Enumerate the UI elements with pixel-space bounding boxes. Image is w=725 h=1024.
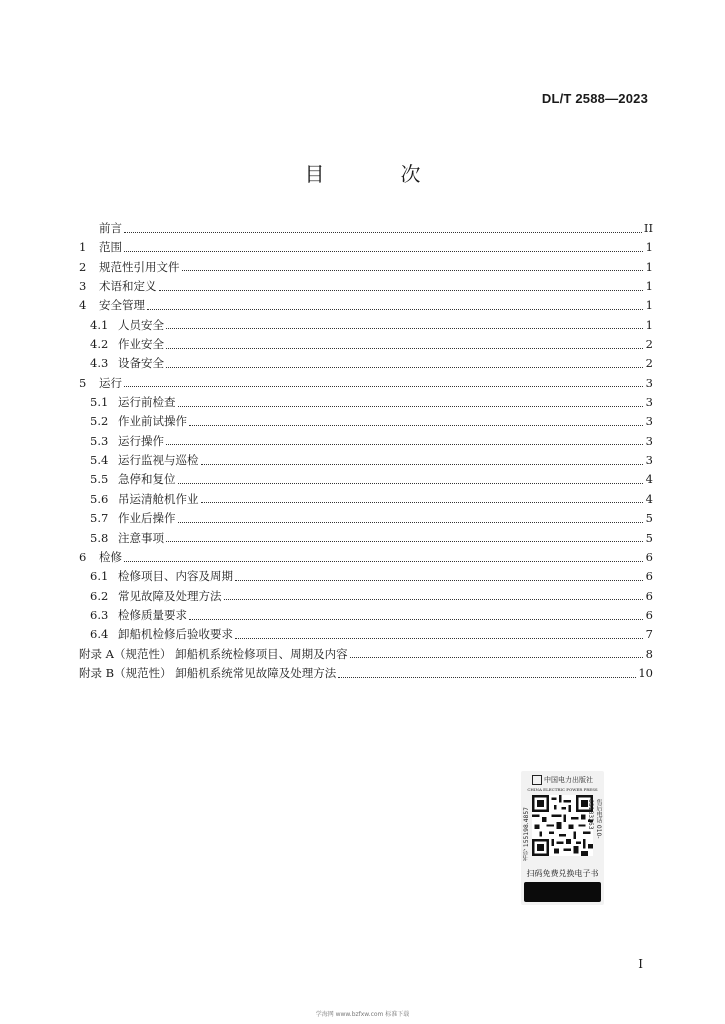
standard-code: DL/T 2588—2023 [541,91,648,106]
toc-entry-label: 检修项目、内容及周期 [118,569,233,584]
toc-entry-label: 注意事项 [118,530,164,545]
toc-entry[interactable] [79,277,653,296]
page-title: 目 次 [304,162,449,186]
toc-leader-dots [166,319,643,329]
toc-entry-label: 规范性引用文件 [99,259,180,274]
toc-entry-number: 6.3 [90,607,109,622]
toc-entry-label: 检修质量要求 [118,607,187,622]
toc-entry[interactable] [79,509,653,528]
toc-entry[interactable] [79,548,653,567]
redacted-code [524,882,601,902]
toc-entry-number: 5.2 [90,414,109,429]
toc-leader-dots [178,474,644,484]
toc-leader-dots [235,571,643,581]
toc-entry-number: 5.3 [90,433,109,448]
toc-entry[interactable] [79,645,653,664]
toc-entry-page: 1 [645,240,653,255]
toc-entry[interactable] [79,393,653,412]
toc-entry-label: 运行 [99,375,122,390]
toc-entry-page: II [643,221,653,235]
toc-leader-dots [166,435,643,445]
toc-entry-number: 6 [79,549,87,564]
toc-entry-page: 6 [645,569,653,584]
toc-leader-dots [224,590,644,600]
toc-leader-dots [178,397,644,407]
toc-entry-page: 3 [645,375,653,390]
toc-entry-page: 6 [645,549,653,564]
toc-entry[interactable] [79,625,653,644]
toc-leader-dots [350,648,643,658]
toc-entry-label: 运行操作 [118,433,164,448]
toc-entry-page: 3 [645,414,653,429]
toc-leader-dots [201,455,644,465]
toc-entry-number: 5.8 [90,530,109,545]
toc-entry-number: 5.4 [90,453,109,468]
toc-leader-dots [235,629,643,639]
toc-entry-label: 术语和定义 [99,279,157,294]
toc-leader-dots [147,300,643,310]
toc-entry-label: 卸船机检修后验收要求 [118,627,233,642]
toc-entry-number: 1 [79,240,87,255]
toc-entry-label: 人员安全 [118,317,164,332]
toc-entry-page: 3 [645,395,653,410]
toc-entry-page: 6 [645,607,653,622]
toc-entry-label: 设备安全 [118,356,164,371]
toc-entry-page: 2 [645,337,653,352]
toc-entry-page: 5 [645,530,653,545]
toc-entry[interactable] [79,374,653,393]
toc-entry-label: 检修 [99,549,122,564]
toc-entry-number: 5.5 [90,472,109,487]
toc-entry-page: 4 [645,491,653,506]
toc-leader-dots [182,261,644,271]
toc-entry-page: 3 [645,433,653,448]
toc-leader-dots [201,493,644,503]
toc-leader-dots [178,513,644,523]
toc-leader-dots [166,339,643,349]
toc-entry-number: 4.2 [90,337,109,352]
toc-leader-dots [166,358,643,368]
toc-leader-dots [166,532,643,542]
toc-entry-number: 3 [79,279,87,294]
toc-entry-label: 附录 A（规范性） 卸船机系统检修项目、周期及内容 [79,646,348,661]
toc-entry-label: 运行监视与巡检 [118,453,199,468]
toc-entry-label: 安全管理 [99,298,145,313]
toc-entry-page: 3 [645,453,653,468]
toc-entry[interactable] [79,470,653,489]
toc-entry-number: 6.4 [90,627,109,642]
footer-watermark: 学海网 www.bzfxw.com 标准下载 [315,1011,410,1018]
toc-entry-page: 5 [645,511,653,526]
toc-entry-label: 附录 B（规范性） 卸船机系统常见故障及处理方法 [79,665,337,680]
toc-entry[interactable] [79,296,653,315]
toc-entry-number: 6.2 [90,588,109,603]
publisher-logo: 中国电力出版社 CHINA ELECTRIC POWER PRESS [527,776,598,792]
isbn-text: 书号 155198.4857 [523,807,530,861]
toc-entry[interactable] [79,490,653,509]
toc-entry-label: 范围 [99,240,122,255]
toc-entry-label: 运行前检查 [118,395,176,410]
toc-entry-label: 作业后操作 [118,511,176,526]
toc-entry[interactable] [79,587,653,606]
toc-entry-number: 5 [79,375,87,390]
table-of-contents [79,219,653,683]
toc-leader-dots [338,668,636,678]
toc-leader-dots [189,416,643,426]
toc-entry-page: 8 [645,646,653,661]
toc-entry[interactable] [79,432,653,451]
toc-entry-page: 1 [645,259,653,274]
toc-leader-dots [124,377,643,387]
publisher-logo-icon [532,775,542,785]
toc-entry-number: 4.3 [90,356,109,371]
toc-entry-number: 5.1 [90,395,109,410]
qr-caption: 扫码免费兑换电子书 [526,869,599,878]
toc-entry-number: 5.6 [90,491,109,506]
toc-entry-page: 6 [645,588,653,603]
toc-entry[interactable] [79,316,653,335]
qr-promo-block [521,771,604,905]
toc-entry[interactable] [79,219,653,238]
toc-entry[interactable] [79,567,653,586]
toc-leader-dots [124,223,642,233]
toc-entry[interactable] [79,664,653,683]
toc-entry-page: 10 [638,665,653,680]
toc-entry-number: 2 [79,259,87,274]
toc-entry-number: 4.1 [90,317,109,332]
toc-entry-page: 1 [645,279,653,294]
toc-entry[interactable] [79,451,653,470]
toc-entry[interactable] [79,412,653,431]
toc-entry-page: 1 [645,298,653,313]
toc-entry-label: 急停和复位 [118,472,176,487]
service-phone-text: 售后电话 010-63183263 [587,799,602,839]
toc-entry-number: 5.7 [90,511,109,526]
qr-code-icon[interactable] [532,795,593,856]
toc-leader-dots [124,552,643,562]
toc-entry-label: 常见故障及处理方法 [118,588,222,603]
toc-entry-page: 1 [645,317,653,332]
toc-entry[interactable] [79,529,653,548]
toc-leader-dots [159,281,644,291]
toc-entry-number: 6.1 [90,569,109,584]
toc-leader-dots [189,610,643,620]
toc-entry[interactable] [79,606,653,625]
toc-entry-number: 4 [79,298,87,313]
toc-entry[interactable] [79,258,653,277]
toc-entry[interactable] [79,238,653,257]
toc-leader-dots [124,242,643,252]
toc-entry-label: 作业前试操作 [118,414,187,429]
toc-entry-page: 7 [645,627,653,642]
toc-entry[interactable] [79,354,653,373]
toc-entry-label: 作业安全 [118,337,164,352]
toc-entry-page: 4 [645,472,653,487]
toc-entry[interactable] [79,335,653,354]
page-number: I [638,957,643,971]
toc-entry-label: 前言 [99,221,122,235]
toc-entry-label: 吊运清舱机作业 [118,491,199,506]
toc-entry-page: 2 [645,356,653,371]
